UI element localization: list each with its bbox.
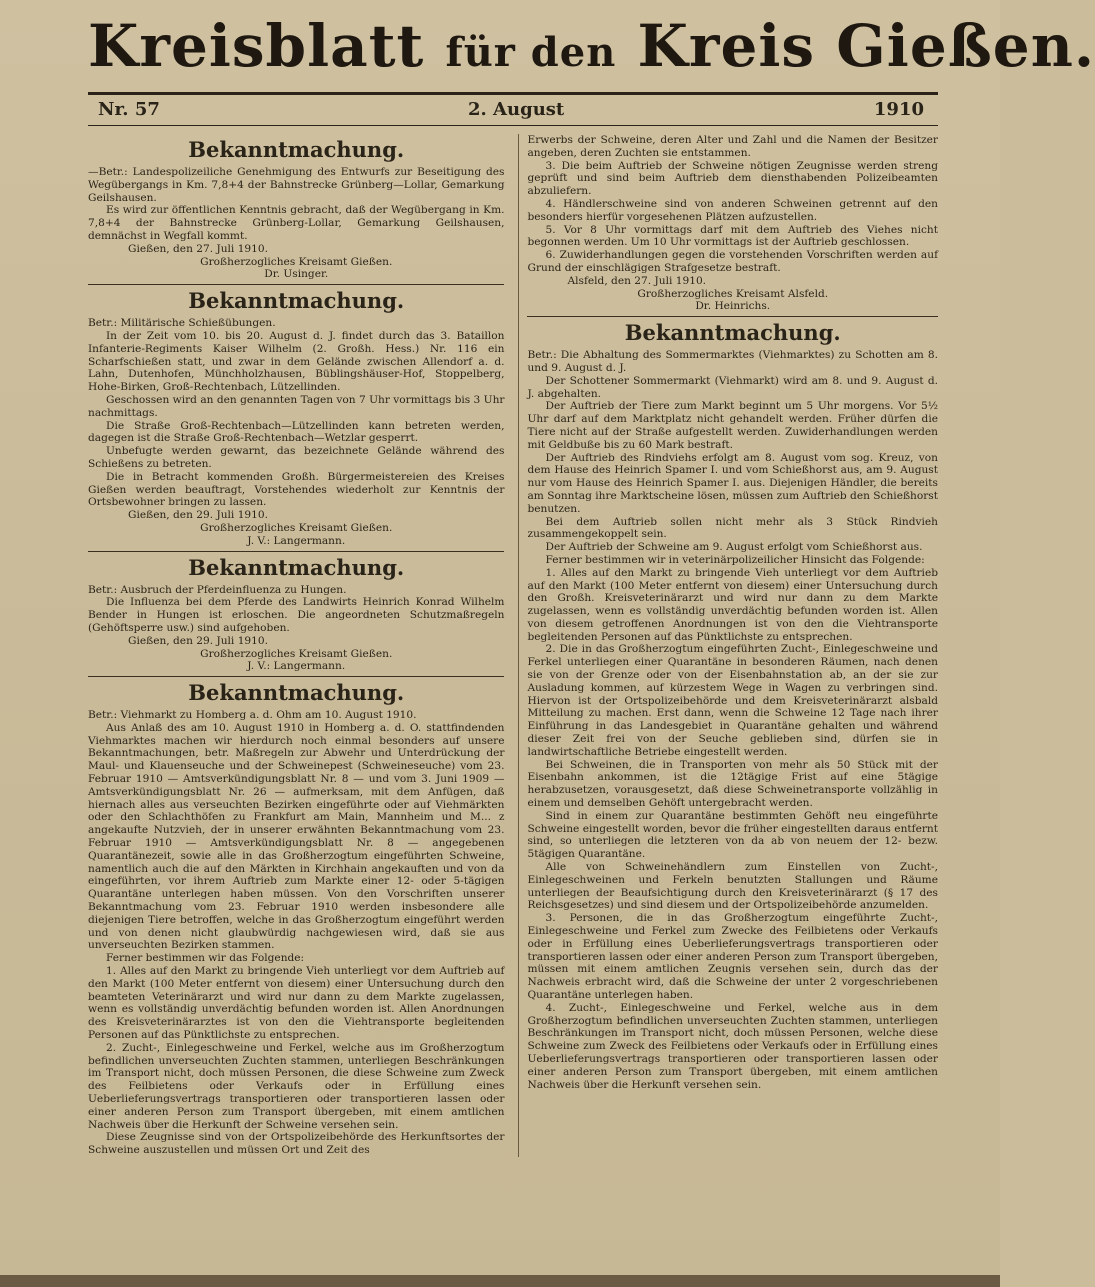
- issue-year: 1910: [873, 99, 924, 120]
- paragraph: Ferner bestimmen wir in veterinärpolizeilicher Hinsicht das Folgende:: [545, 553, 925, 566]
- paragraph: Erwerbs der Schweine, deren Alter und Zahl und die Namen der Besitzer angeben, deren Zuchten sie entstammen.: [527, 134, 938, 159]
- subject-line: Betr.: Die Abhaltung des Sommermarktes (Viehmarktes) zu Schotten am 8. und 9. August d. J.: [527, 349, 938, 374]
- subject-line: —Betr.: Landespolizeiliche Genehmigung des Entwurfs zur Beseitigung des Wegübergangs in Km. 7,8+4 der Bahnstrecke Grünberg—Lollar, Gemarkung Geilshausen.: [88, 166, 505, 204]
- paragraph: 4. Zucht-, Einlegeschweine und Ferkel, welche aus in dem Großherzogtum befindlichen unverseuchten Zuchten stammen, unterliegen Beschränkungen im Transport nicht, doch müssen Personen, welche diese Schweine zum Zweck des Feilbietens oder Verkaufs oder in Erfüllung eines Ueberlieferungsvertrags transportieren oder transportieren lassen oder einer anderen Person zum Transport übergeben, mit einem amtlichen Nachweis über die Herkunft versehen sein.: [527, 1001, 938, 1091]
- paragraph: Es wird zur öffentlichen Kenntnis gebracht, daß der Wegübergang in Km. 7,8+4 der Bahnstrecke Grünberg-Lollar, Gemarkung Geilshausen, demnächst in Wegfall kommt.: [88, 204, 505, 242]
- signer: J. V.: Langermann.: [247, 534, 346, 547]
- signer: J. V.: Langermann.: [247, 660, 346, 673]
- divider: [88, 551, 504, 552]
- office-name: Großherzogliches Kreisamt Gießen.: [200, 521, 393, 534]
- paragraph: Der Auftrieb der Tiere zum Markt beginnt um 5 Uhr morgens. Vor 5½ Uhr darf auf dem Marktplatz nicht gehandelt werden. Früher dürfen die Tiere nicht auf der Straße aufgestellt werden. Zuwiderhandlungen werden mit Geldbuße bis zu 60 Mark bestraft.: [527, 400, 938, 451]
- paragraph: 3. Personen, die in das Großherzogtum eingeführte Zucht-, Einlegeschweine und Ferkel zum Zwecke des Feilbietens oder Verkaufs oder in Erfüllung eines Ueberlieferungsvertrags transportieren oder transportieren lassen oder einer anderen Person zum Transport übergeben, müssen mit einem amtlichen Zeugnis versehen sein, durch das der Nachweis erbracht wird, daß die Schweine der unter 2 vorgeschriebenen Quarantäne unterlegen haben.: [527, 912, 938, 1001]
- paragraph: Unbefugte werden gewarnt, das bezeichnete Gelände während des Schießens zu betreten.: [88, 445, 505, 470]
- place-date: Gießen, den 27. Juli 1910.: [128, 242, 269, 255]
- place-date: Alsfeld, den 27. Juli 1910.: [567, 274, 707, 287]
- masthead-title-1: Kreisblatt: [88, 12, 425, 80]
- paragraph: Die in Betracht kommenden Großh. Bürgermeistereien des Kreises Gießen werden beauftragt, Vorstehendes wiederholt zur Kenntnis der Ortsbewohner bringen zu lassen.: [88, 470, 505, 509]
- bottom-edge: [0, 1275, 1000, 1287]
- paragraph: 5. Vor 8 Uhr vormittags darf mit dem Auftrieb des Viehes nicht begonnen werden. Um 10 Uhr vormittags ist der Auftrieb geschlossen.: [527, 223, 938, 249]
- paragraph: Diese Zeugnisse sind von der Ortspolizeibehörde des Herkunftsortes der Schweine auszustellen und müssen Ort und Zeit des: [88, 1131, 505, 1157]
- paragraph: Aus Anlaß des am 10. August 1910 in Homberg a. d. O. stattfindenden Viehmarktes machen wir hierdurch noch einmal besonders auf unsere Bekanntmachungen, betr. Maßregeln zur Abwehr und Unterdrückung der Maul- und Klauenseuche und der Schweinepest (Schweineseuche) vom 23. Februar 1910 — Amtsverkündigungsblatt Nr. 8 — und vom 3. Juni 1909 — Amtsverkündigungsblatt Nr. 26 — aufmerksam, mit dem Anfügen, daß hiernach alles aus verseuchten Bezirken eingeführte oder auf Viehmärkten oder den Schlachthöfen zu Frankfurt am Main, Mannheim und M... z angekaufte Nutzvieh, der in unserer erwähnten Bekanntmachung vom 23. Februar 1910 — Amtsverkündigungsblatt Nr. 8 — angegebenen Quarantänezeit, sowie alle in das Großherzogtum eingeführten Schweine, namentlich auch die auf den Märkten in Kirchhain angekauften und von da eingeführten, vor ihrem Auftrieb zum Markte einer 12- oder 5-tägigen Quarantäne unterlegen haben müssen. Von den Vorschriften unserer Bekanntmachung vom 23. Februar 1910 werden insbesondere alle diejenigen Tiere betroffen, welche in das Großherzogtum eingeführt werden und von denen nicht glaubwürdig nachgewiesen wird, daß sie aus unverseuchten Bezirken stammen.: [88, 721, 505, 952]
- signer: Dr. Heinrichs.: [695, 300, 771, 313]
- divider: [527, 316, 938, 317]
- section-heading: Bekanntmachung.: [188, 137, 405, 162]
- left-column: [88, 134, 504, 1157]
- right-column: [518, 134, 938, 1157]
- signer: Dr. Usinger.: [264, 268, 329, 281]
- paragraph: Alle von Schweinehändlern zum Einstellen von Zucht-, Einlegeschweinen und Ferkeln benutzten Stallungen und Räume unterliegen der Beaufsichtigung durch den Kreisveterinärarzt (§ 17 des Reichsgesetzes) und sind diesem und der Ortspolizeibehörde anzumelden.: [527, 861, 938, 912]
- paragraph: 3. Die beim Auftrieb der Schweine nötigen Zeugnisse werden streng geprüft und sind beim Auftrieb dem diensthabenden Polizeibeamten abzuliefern.: [527, 159, 938, 198]
- paragraph: Die Straße Groß-Rechtenbach—Lützellinden kann betreten werden, dagegen ist die Straße Groß-Rechtenbach—Wetzlar gesperrt.: [88, 419, 505, 445]
- section-heading: Bekanntmachung.: [188, 680, 405, 706]
- columns: [88, 134, 938, 1157]
- paragraph: Ferner bestimmen wir das Folgende:: [106, 952, 305, 965]
- issue-number: Nr. 57: [98, 99, 160, 120]
- divider: [88, 676, 504, 677]
- paragraph: Geschossen wird an den genannten Tagen von 7 Uhr vormittags bis 3 Uhr nachmittags.: [88, 393, 505, 419]
- section-heading: Bekanntmachung.: [624, 320, 841, 346]
- paragraph: 1. Alles auf den Markt zu bringende Vieh unterliegt vor dem Auftrieb auf den Markt (100 Meter entfernt von diesem) einer Untersuchung durch den Großh. Kreisveterinärarzt und wird nur dann zu dem Markte zugelassen, wenn es vollständig unverdächtig befunden worden ist. Allen von diesem getroffenen Anordnungen ist von den die Viehtransporte begleitenden Personen auf das Pünktlichste zu entsprechen.: [527, 566, 938, 643]
- section-heading: Bekanntmachung.: [188, 554, 405, 580]
- paragraph: 4. Händlerschweine sind von anderen Schweinen getrennt auf den besonders hierfür vorgesehenen Plätzen aufzustellen.: [527, 197, 938, 223]
- office-name: Großherzogliches Kreisamt Gießen.: [200, 255, 393, 268]
- paragraph: Die Influenza bei dem Pferde des Landwirts Heinrich Konrad Wilhelm Bender in Hungen ist erloschen. Die angeordneten Schutzmaßregeln (Gehöftsperre usw.) sind aufgehoben.: [88, 596, 505, 634]
- masthead: [88, 0, 1095, 92]
- paragraph: Sind in einem zur Quarantäne bestimmten Gehöft neu eingeführte Schweine eingestellt worden, bevor die früher eingestellten daraus entfernt sind, so unterliegen die letzteren von da ab von neuem der 12- bezw. 5tägigen Quarantäne.: [527, 809, 938, 861]
- section-heading: Bekanntmachung.: [188, 288, 405, 314]
- paragraph: 6. Zuwiderhandlungen gegen die vorstehenden Vorschriften werden auf Grund der einschlägigen Strafgesetze bestraft.: [527, 249, 938, 274]
- office-name: Großherzogliches Kreisamt Alsfeld.: [637, 287, 829, 300]
- dateline: [88, 92, 938, 126]
- subject-line: Betr.: Viehmarkt zu Homberg a. d. Ohm am 10. August 1910.: [88, 709, 417, 722]
- paragraph: Der Auftrieb des Rindviehs erfolgt am 8. August vom sog. Kreuz, von dem Hause des Heinrich Spamer I. und vom Schießhorst aus, am 9. August nur vom Hause des Heinrich Spamer I. aus. Diejenigen Händler, die bereits am Sonntag ihre Marktscheine lösen, müssen zum Auftrieb den Schießhorst benutzen.: [527, 451, 938, 515]
- paragraph: 2. Zucht-, Einlegeschweine und Ferkel, welche aus im Großherzogtum befindlichen unverseuchten Zuchten stammen, unterliegen Beschränkungen im Transport nicht, doch müssen Personen, die diese Schweine zum Zweck des Feilbietens oder Verkaufs oder in Erfüllung eines Ueberlieferungsvertrags transportieren oder transportieren lassen oder einer anderen Person zum Transport übergeben, mit einem amtlichen Nachweis über die Herkunft der Schweine versehen sein.: [88, 1041, 505, 1131]
- paragraph: Der Schottener Sommermarkt (Viehmarkt) wird am 8. und 9. August d. J. abgehalten.: [527, 374, 938, 400]
- paragraph: Bei dem Auftrieb sollen nicht mehr als 3 Stück Rindvieh zusammengekoppelt sein.: [527, 515, 938, 541]
- paragraph: In der Zeit vom 10. bis 20. August d. J. findet durch das 3. Bataillon Infanterie-Regiments Kaiser Wilhelm (2. Großh. Hess.) Nr. 116 ein Scharfschießen statt, und zwar in dem Gelände zwischen Allendorf a. d. Lahn, Dutenhofen, Münchholzhausen, Büblingshäuser-Hof, Stoppelberg, Hohe-Birken, Groß-Rechtenbach, Lützellinden.: [88, 329, 505, 394]
- subject-line: Betr.: Militärische Schießübungen.: [88, 317, 276, 330]
- divider: [88, 284, 504, 285]
- issue-date: 2. August: [468, 99, 565, 120]
- paragraph: Der Auftrieb der Schweine am 9. August erfolgt vom Schießhorst aus.: [545, 541, 923, 554]
- office-name: Großherzogliches Kreisamt Gießen.: [200, 647, 393, 660]
- paragraph: 2. Die in das Großherzogtum eingeführten Zucht-, Einlegeschweine und Ferkel unterliegen einer Quarantäne in besonderen Räumen, nach denen sie von der Grenze oder von der Eisenbahnstation ab, an der sie zur Ausladung kommen, auf kürzestem Wege in Wagen zu verbringen sind. Hiervon ist der Ortspolizeibehörde und dem Kreisveterinärarzt alsbald Mitteilung zu machen. Erst dann, wenn die Schweine 12 Tage nach ihrer Einführung in das Landesgebiet in Quarantäne gehalten und während dieser Zeit frei von der Seuche geblieben sind, dürfen sie in landwirtschaftliche Betriebe eingestellt werden.: [527, 643, 938, 758]
- paragraph: 1. Alles auf den Markt zu bringende Vieh unterliegt vor dem Auftrieb auf den Markt (100 Meter entfernt von diesem) einer Untersuchung durch den beamteten Veterinärarzt und wird nur dann zu dem Markte zugelassen, wenn es vollständig unverdächtig befunden worden ist. Allen Anordnungen des Kreisveterinärarztes ist von den die Viehtransporte begleitenden Personen auf das Pünktlichste zu entsprechen.: [88, 965, 505, 1042]
- masthead-title-2: für den: [445, 29, 617, 76]
- masthead-title-3: Kreis Gießen.: [637, 12, 1095, 80]
- place-date: Gießen, den 29. Juli 1910.: [128, 634, 269, 647]
- place-date: Gießen, den 29. Juli 1910.: [128, 509, 269, 522]
- paragraph: Bei Schweinen, die in Transporten von mehr als 50 Stück mit der Eisenbahn ankommen, ist die 12tägige Frist auf eine 5tägige herabzusetzen, vorausgesetzt, daß diese Schweinetransporte vollzählig in einem und demselben Gehöft untergebracht werden.: [527, 758, 938, 810]
- subject-line: Betr.: Ausbruch der Pferdeinfluenza zu Hungen.: [88, 583, 347, 596]
